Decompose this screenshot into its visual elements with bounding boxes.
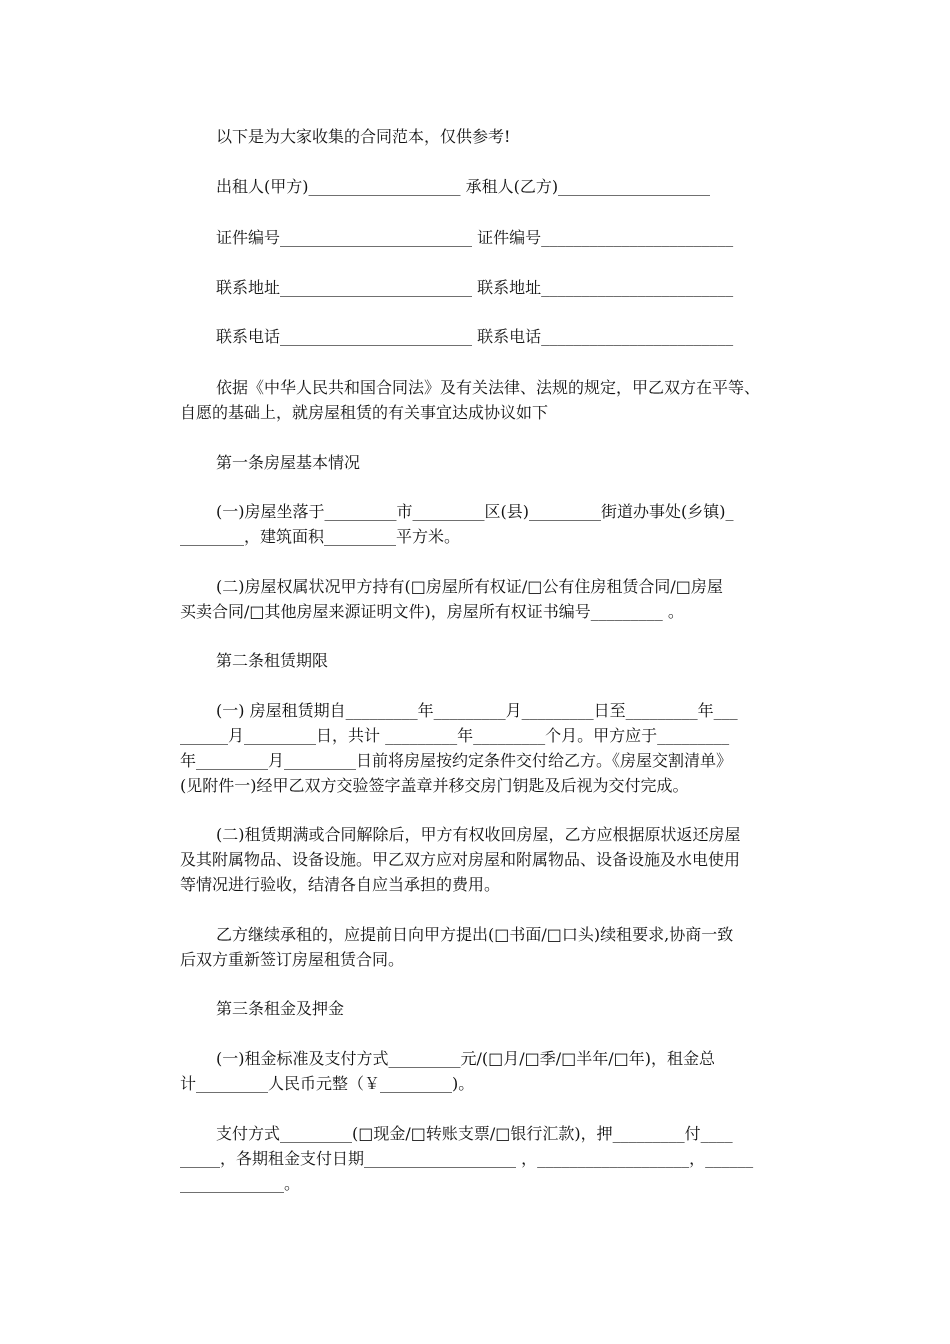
article-3-payment-line-3: _____________。 xyxy=(180,1174,301,1193)
article-2-item-2-line-1: (二)租赁期满或合同解除后，甲方有权收回房屋，乙方应根据原状返还房屋 xyxy=(216,825,741,844)
intro-text: 以下是为大家收集的合同范本，仅供参考! xyxy=(216,127,511,146)
article-2-item-2-line-3: 等情况进行验收，结清各自应当承担的费用。 xyxy=(180,875,501,894)
basis-line-1: 依据《中华人民共和国合同法》及有关法律、法规的规定，甲乙双方在平等、 xyxy=(216,378,761,397)
article-2-item-1-line-2: ______月_________日，共计 _________年_________个月。甲方应于_________ xyxy=(180,726,730,745)
article-1-title: 第一条房屋基本情况 xyxy=(216,453,361,472)
article-2-renew-line-1: 乙方继续承租的，应提前日向甲方提出(□书面/□口头)续租要求,协商一致 xyxy=(216,925,734,944)
article-1-item-1-line-1: (一)房屋坐落于_________市_________区(县)_________街道办事处(乡镇)_ xyxy=(216,502,734,521)
party-row-id: 证件编号________________________ 证件编号________________________ xyxy=(216,228,734,247)
article-2-item-1-line-1: (一) 房屋租赁期自_________年_________月_________日至_________年___ xyxy=(216,701,738,720)
article-3-item-1-line-1: (一)租金标准及支付方式_________元/(□月/□季/□半年/□年)，租金总 xyxy=(216,1049,716,1068)
party-row-phone: 联系电话________________________ 联系电话________________________ xyxy=(216,327,734,346)
article-3-item-1-line-2: 计_________人民币元整（￥_________)。 xyxy=(180,1074,475,1093)
article-3-payment-line-2: _____，各期租金支付日期___________________ ，___________________，______ xyxy=(180,1149,754,1168)
article-3-title: 第三条租金及押金 xyxy=(216,999,345,1018)
party-row-name: 出租人(甲方)___________________ 承租人(乙方)___________________ xyxy=(216,177,711,196)
article-2-title: 第二条租赁期限 xyxy=(216,651,329,670)
article-2-item-2-line-2: 及其附属物品、设备设施。甲乙双方应对房屋和附属物品、设备设施及水电使用 xyxy=(180,850,741,869)
article-1-item-1-line-2: ________，建筑面积_________平方米。 xyxy=(180,527,461,546)
party-row-address: 联系地址________________________ 联系地址________________________ xyxy=(216,278,734,297)
article-1-item-2-line-1: (二)房屋权属状况甲方持有(□房屋所有权证/□公有住房租赁合同/□房屋 xyxy=(216,577,723,596)
article-1-item-2-line-2: 买卖合同/□其他房屋来源证明文件)，房屋所有权证书编号_________ 。 xyxy=(180,602,684,621)
basis-line-2: 自愿的基础上，就房屋租赁的有关事宜达成协议如下 xyxy=(180,403,549,422)
article-3-payment-line-1: 支付方式_________(□现金/□转账支票/□银行汇款)，押_________付____ xyxy=(216,1124,733,1143)
article-2-item-1-line-4: (见附件一)经甲乙双方交验签字盖章并移交房门钥匙及后视为交付完成。 xyxy=(180,776,689,795)
article-2-item-1-line-3: 年_________月_________日前将房屋按约定条件交付给乙方。《房屋交割清单》 xyxy=(180,751,733,770)
article-2-renew-line-2: 后双方重新签订房屋租赁合同。 xyxy=(180,950,405,969)
